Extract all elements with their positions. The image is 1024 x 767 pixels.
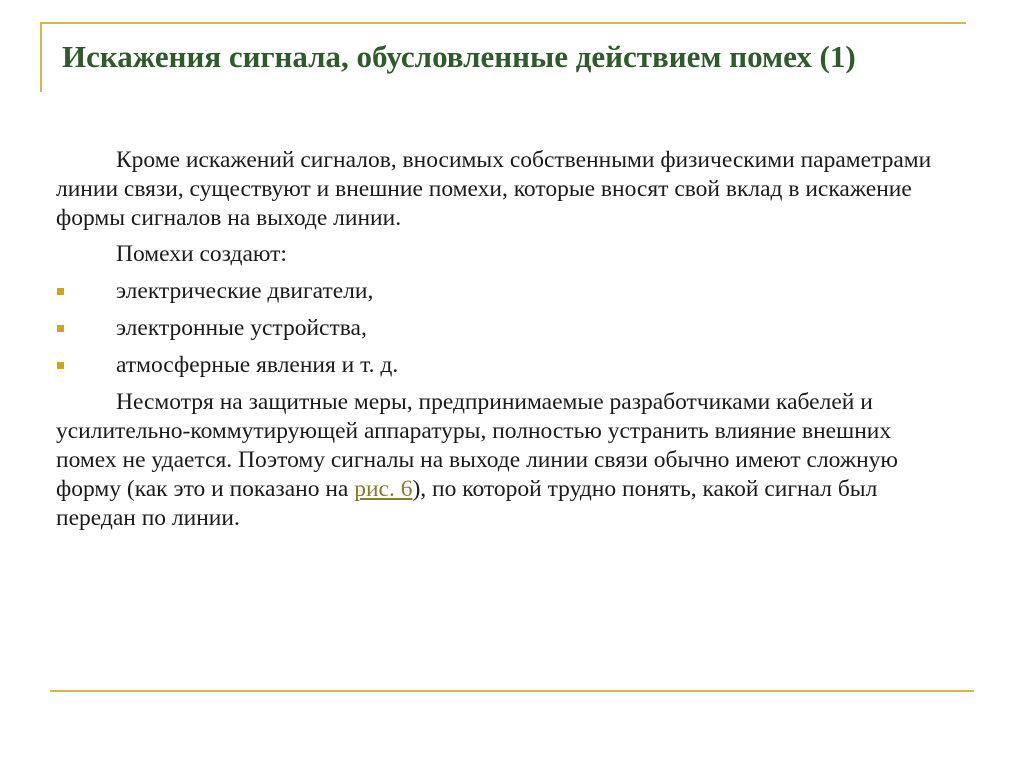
bullet-item xyxy=(116,314,956,343)
closing-text-after-link: ), по которой трудно понять, какой сигнал был передан по линии. xyxy=(56,476,878,531)
bottom-divider xyxy=(50,690,974,692)
top-divider xyxy=(40,22,966,24)
bullet-text: электрические двигатели, xyxy=(116,278,374,304)
slide-title: Искажения сигнала, обусловленные действием помех (1) xyxy=(62,39,856,74)
bullet-item xyxy=(116,351,956,380)
figure-6-link[interactable]: рис. 6 xyxy=(354,476,413,502)
list-lead: Помехи создают: xyxy=(116,241,287,267)
square-bullet-icon xyxy=(57,288,64,295)
closing-text-before-link: Несмотря на защитные меры, предпринимаемые разработчиками кабелей и усилительно-коммутирующей аппаратуры, полностью устранить влияние внешних помех не удается. Поэтому сигналы на выходе линии связи обычно имеют сложную форму (как это и показано на xyxy=(56,389,898,502)
closing-paragraph xyxy=(56,388,956,533)
square-bullet-icon xyxy=(57,325,64,332)
side-divider xyxy=(40,22,42,92)
slide-body xyxy=(56,146,956,540)
bullet-text: атмосферные явления и т. д. xyxy=(116,352,399,378)
bullet-item xyxy=(116,277,956,306)
bullet-text: электронные устройства, xyxy=(116,315,367,341)
square-bullet-icon xyxy=(57,362,64,369)
intro-paragraph: Кроме искажений сигналов, вносимых собственными физическими параметрами линии связи, существуют и внешние помехи, которые вносят свой вклад в искажение формы сигналов на выходе линии. xyxy=(56,147,932,231)
